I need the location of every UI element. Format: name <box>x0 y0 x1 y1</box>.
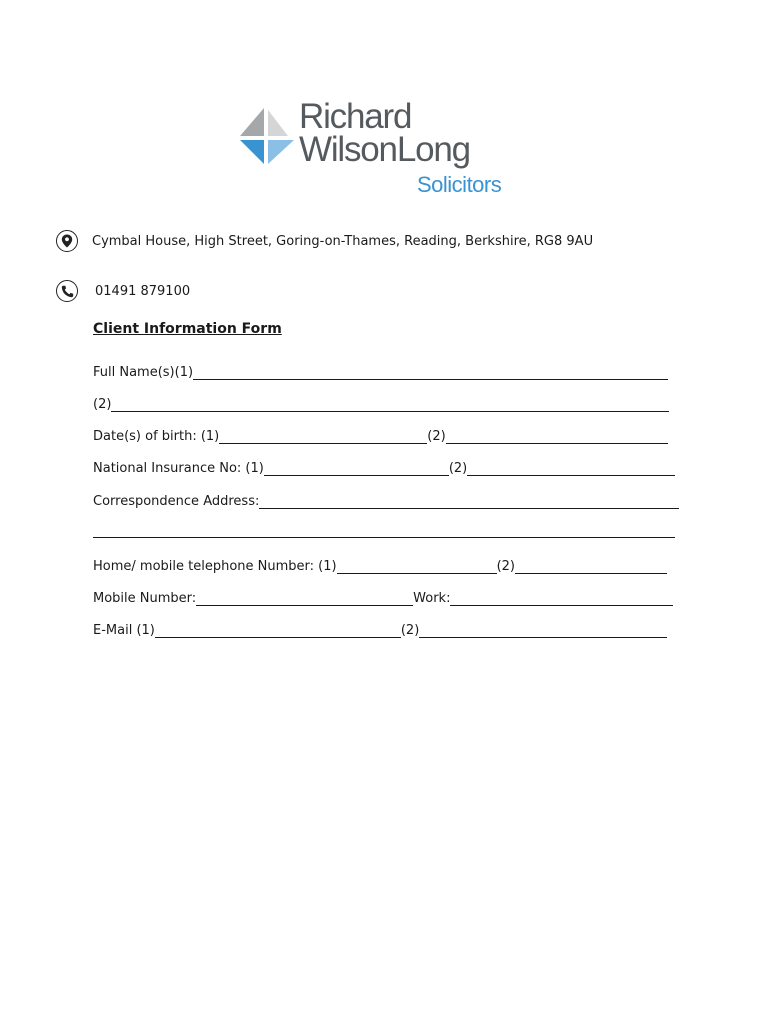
work-label: Work: <box>413 591 451 606</box>
home-phone-1-field[interactable] <box>337 558 497 574</box>
dob-1-field[interactable] <box>219 428 427 444</box>
home-phone-2-field[interactable] <box>515 558 667 574</box>
home-phone-2-label: (2) <box>496 559 515 574</box>
phone-icon <box>56 280 78 302</box>
dob-row <box>93 426 668 444</box>
home-phone-label: Home/ mobile telephone Number: (1) <box>93 559 337 574</box>
email-row <box>93 620 667 638</box>
work-field[interactable] <box>450 590 673 606</box>
address-label: Correspondence Address: <box>93 494 260 509</box>
address-row <box>56 228 593 254</box>
full-name-label: Full Name(s)(1) <box>93 365 194 380</box>
email-label: E-Mail (1) <box>93 623 155 638</box>
address-text: Cymbal House, High Street, Goring-on-Thames, Reading, Berkshire, RG8 9AU <box>92 233 594 249</box>
address-field-line2[interactable] <box>93 537 675 538</box>
mobile-label: Mobile Number: <box>93 591 197 606</box>
email-1-field[interactable] <box>155 622 401 638</box>
dob-label: Date(s) of birth: (1) <box>93 429 220 444</box>
address-field-row <box>93 491 679 509</box>
full-name-2-row <box>93 394 669 412</box>
firm-logo <box>236 96 536 206</box>
ni-2-label: (2) <box>448 461 468 476</box>
dob-2-label: (2) <box>427 429 446 444</box>
address-field[interactable] <box>259 493 679 509</box>
ni-label: National Insurance No: (1) <box>93 461 264 476</box>
full-name-row <box>93 362 668 380</box>
ni-2-field[interactable] <box>467 460 675 476</box>
phone-text: 01491 879100 <box>95 283 191 299</box>
full-name-2-field[interactable] <box>111 396 669 412</box>
ni-1-field[interactable] <box>264 460 449 476</box>
logo-name-line1: Richard <box>299 97 412 136</box>
form-title: Client Information Form <box>93 321 282 337</box>
phone-row <box>56 278 190 304</box>
map-pin-icon <box>56 230 78 252</box>
logo-subtitle: Solicitors <box>417 172 502 197</box>
mobile-field[interactable] <box>196 590 413 606</box>
email-2-field[interactable] <box>419 622 667 638</box>
logo-name-line2: WilsonLong <box>299 130 470 169</box>
full-name-2-label: (2) <box>93 397 112 412</box>
ni-row <box>93 458 675 476</box>
logo-triangles-icon <box>236 104 300 168</box>
mobile-work-row <box>93 588 673 606</box>
email-2-label: (2) <box>400 623 420 638</box>
full-name-1-field[interactable] <box>193 364 668 380</box>
dob-2-field[interactable] <box>446 428 668 444</box>
home-phone-row <box>93 556 667 574</box>
